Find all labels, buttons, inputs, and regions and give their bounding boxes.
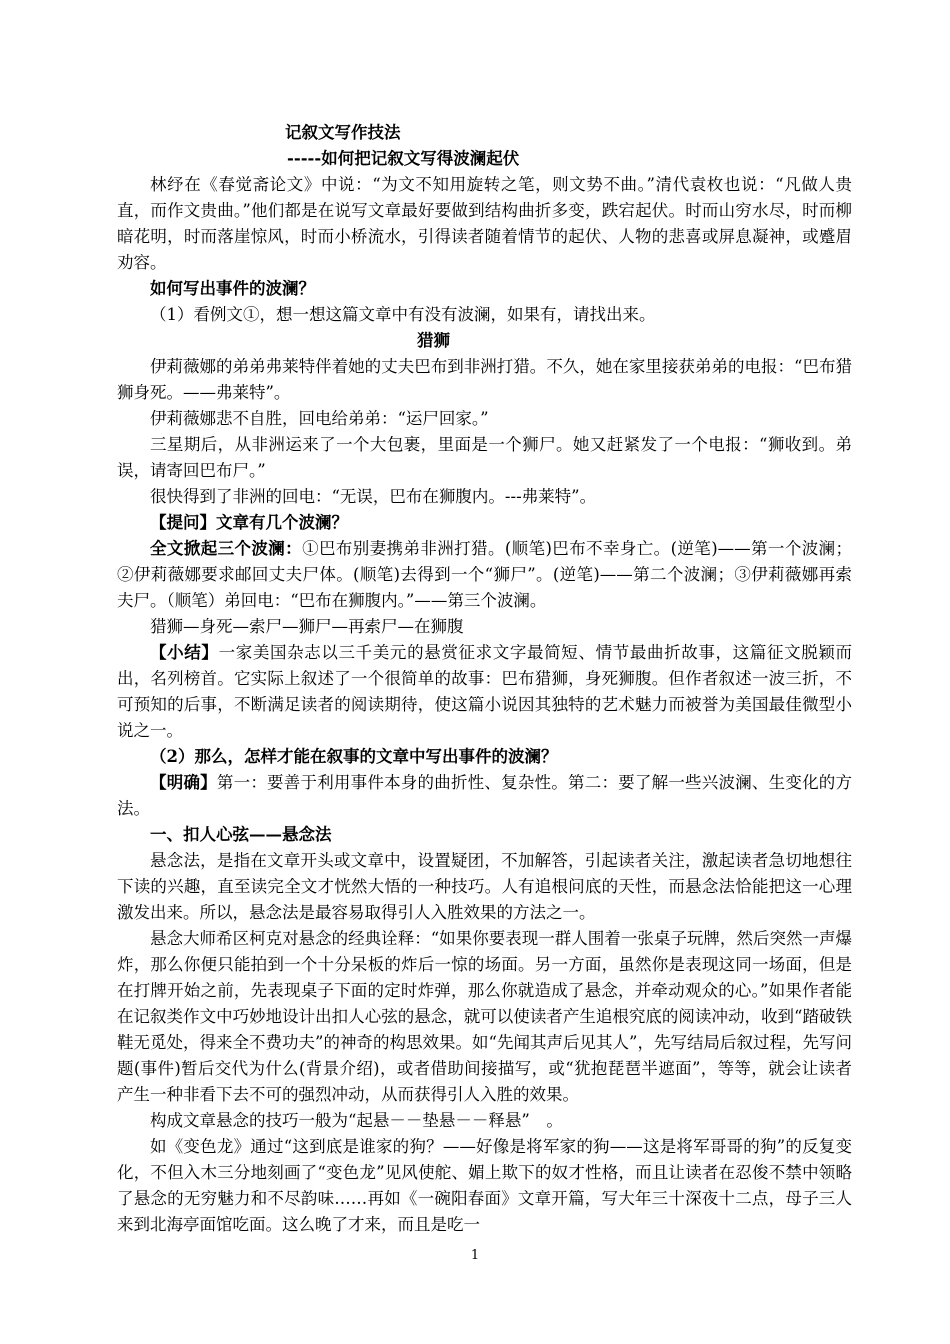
story-title: 猎狮: [417, 331, 450, 350]
suspense-paragraph-4: 如《变色龙》通过“这到底是谁家的狗？——好像是将军家的狗——这是将军哥哥的狗”的反复变化，不但入木三分地刻画了“变色龙”见风使舵、媚上欺下的奴才性格，而且让读者在忍俊不禁中领略了悬念的无穷魅力和不尽韵味……再如《一碗阳春面》文章开篇，写大年三十深夜十二点，母子三人来到北海亭面馆吃面。这么晚了才来，而且是吃一: [117, 1137, 852, 1234]
plot-chain: 猎狮—身死—索尸—狮尸—再索尸—在狮腹: [150, 617, 464, 636]
story-paragraph-3: 三星期后，从非洲运来了一个大包裹，里面是一个狮尸。她又赶紧发了一个电报：“狮收到。弟误，请寄回巴布尸。”: [117, 435, 852, 480]
answer-lead: 全文掀起三个波澜：: [150, 539, 303, 558]
page-number: 1: [470, 1248, 480, 1263]
suspense-paragraph-2: 悬念大师希区柯克对悬念的经典诠释：“如果你要表现一群人围着一张桌子玩牌，然后突然一声爆炸，那么你便只能拍到一个十分呆板的炸后一惊的场面。另一方面，虽然你是表现这同一场面，但是在打牌开始之前，先表现桌子下面的定时炸弹，那么你就造成了悬念，并牵动观众的心。”如果作者能在记叙类作文中巧妙地设计出扣人心弦的悬念，就可以使读者产生追根究底的阅读冲动，收到“踏破铁鞋无觅处，得来全不费功夫”的神奇的构思效果。如“先闻其声后见其人”，先写结局后叙过程，先写问题(事件)暂后交代为什么(背景介绍)，或者借助间接描写，或“犹抱琵琶半遮面”，等等，就会让读者产生一种非看下去不可的强烈冲动，从而获得引人入胜的效果。: [117, 929, 852, 1104]
story-paragraph-1: 伊莉薇娜的弟弟弗莱特伴着她的丈夫巴布到非洲打猎。不久，她在家里接获弟弟的电报：“巴布猎狮身死。——弗莱特”。: [117, 357, 852, 402]
story-paragraph-4: 很快得到了非洲的回电：“无误，巴布在狮腹内。---弗莱特”。: [150, 487, 597, 506]
summary-text: 一家美国杂志以三千美元的悬赏征求文字最简短、情节最曲折故事，这篇征文脱颖而出，名列榜首。它实际上叙述了一个很简单的故事：巴布猎狮，身死狮腹。但作者叙述一波三折，不可预知的后事，不断满足读者的阅读期待，使这篇小说因其独特的艺术魅力而被誉为美国最佳微型小说之一。: [117, 643, 853, 740]
section-heading-suspense: 一、扣人心弦——悬念法: [150, 825, 332, 844]
summary-label: 【小结】: [150, 643, 219, 662]
document-title: 记叙文写作技法: [285, 123, 401, 142]
document-page: [117, 120, 852, 1238]
clarify-text: 第一：要善于利用事件本身的曲折性、复杂性。第二：要了解一些兴波澜、生变化的方法。: [117, 773, 853, 818]
answer-text: ①巴布别妻携弟非洲打猎。(顺笔)巴布不幸身亡。(逆笔)——第一个波澜；②伊莉薇娜要求邮回丈夫尸体。(顺笔)去得到一个“狮尸”。(逆笔)——第二个波澜；③伊莉薇娜再索夫尸。（顺笔）弟回电：“巴布在狮腹内。”——第三个波澜。: [117, 539, 853, 610]
clarify-paragraph: [117, 770, 852, 822]
story-paragraph-2: 伊莉薇娜悲不自胜，回电给弟弟：“运尸回家。”: [150, 409, 489, 428]
suspense-paragraph-3: 构成文章悬念的技巧一般为“起悬－－垫悬－－释悬” 。: [150, 1111, 563, 1130]
summary-paragraph: [117, 640, 852, 744]
question-label: 【提问】文章有几个波澜？: [150, 513, 348, 532]
question-1: （1）看例文①，想一想这篇文章中有没有波澜，如果有，请找出来。: [150, 305, 656, 324]
answer-paragraph: [117, 536, 852, 614]
intro-paragraph: 林纾在《春觉斋论文》中说：“为文不知用旋转之笔，则文势不曲。”清代袁枚也说：“凡做人贵直，而作文贵曲。”他们都是在说写文章最好要做到结构曲折多变，跌宕起伏。时而山穷水尽，时而柳暗花明，时而落崖惊风，时而小桥流水，引得读者随着情节的起伏、人物的悲喜或屏息凝神，或蹙眉劝容。: [117, 175, 852, 272]
document-subtitle: -----如何把记叙文写得波澜起伏: [287, 149, 520, 168]
suspense-paragraph-1: 悬念法，是指在文章开头或文章中，设置疑团，不加解答，引起读者关注，激起读者急切地想往下读的兴趣，直至读完全文才恍然大悟的一种技巧。人有追根问底的天性，而悬念法恰能把这一心理激发出来。所以，悬念法是最容易取得引人入胜效果的方法之一。: [117, 851, 852, 922]
clarify-label: 【明确】: [150, 773, 217, 792]
heading-how-to: 如何写出事件的波澜？: [150, 279, 315, 298]
question-2: （2）那么，怎样才能在叙事的文章中写出事件的波澜？: [150, 747, 558, 766]
